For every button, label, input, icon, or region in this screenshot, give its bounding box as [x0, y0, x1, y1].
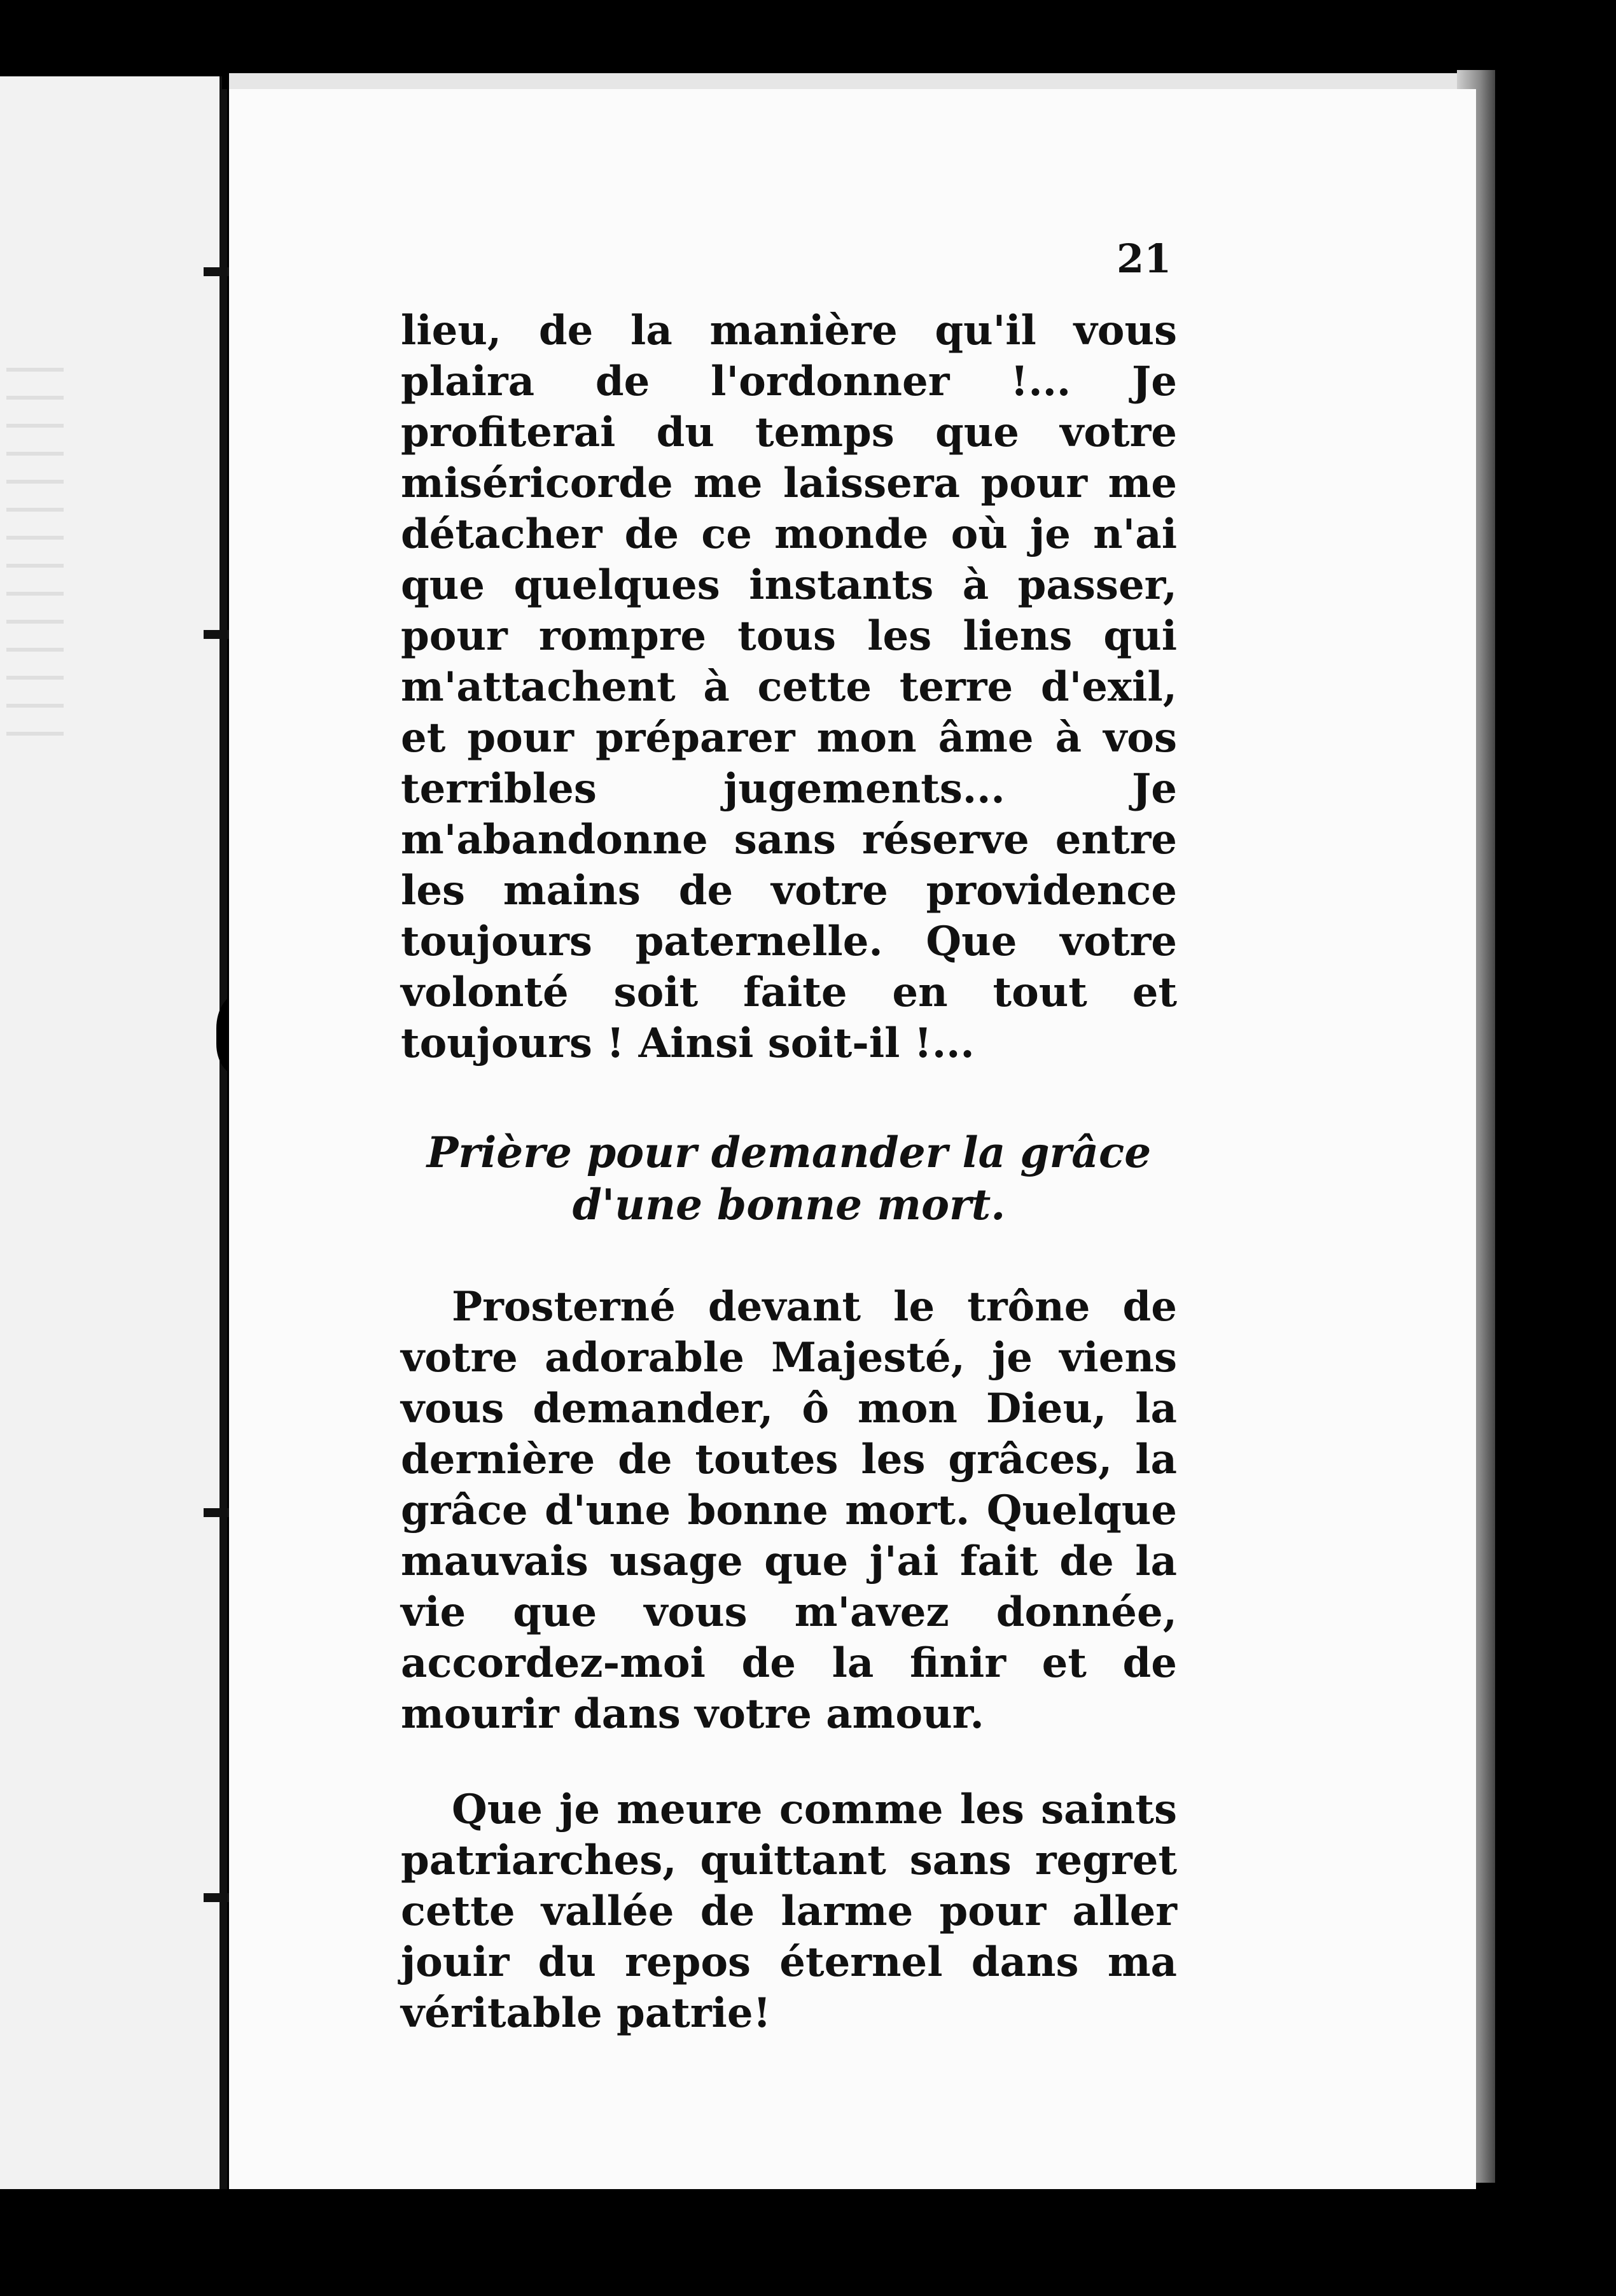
- page-number: 21: [1117, 235, 1172, 282]
- facing-page-edge: [0, 76, 222, 2189]
- paragraph-prayer-2: Que je meure comme les saints patriarches, quittant sans regret cette vallée de larme pour aller jouir du repos éternel dans ma véritable patrie!: [401, 1786, 1177, 2037]
- show-through-text: [6, 344, 64, 738]
- gutter-line: [219, 89, 227, 2189]
- paragraph-prayer-1: Prosterné devant le trône de votre adorable Majesté, je viens vous demander, ô mon Dieu, la dernière de toutes les grâces, la grâce d'une bonne mort. Quelque mauvais usage que j'ai fait de la vie que vous m'avez donnée, accordez-moi de la finir et de mourir dans votre amour.: [401, 1283, 1177, 1738]
- paragraph-continuation: lieu, de la manière qu'il vous plaira de l'ordonner !... Je profiterai du temps que votre miséricorde me laissera pour me détacher de ce monde où je n'ai que quelques instants à passer, pour rompre tous les liens qui m'attachent à cette terre d'exil, et pour préparer mon âme à vos terribles jugements... Je m'abandonne sans réserve entre les mains de votre providence toujours paternelle. Que votre volonté soit faite en tout et toujours ! Ainsi soit-il !...: [401, 307, 1177, 1067]
- prayer-title: [401, 1126, 1177, 1231]
- page-text: [401, 229, 1177, 2039]
- prayer-title-line-1: Prière pour demander la grâce: [426, 1128, 1152, 1177]
- prayer-title-line-2: d'une bonne mort.: [572, 1180, 1006, 1229]
